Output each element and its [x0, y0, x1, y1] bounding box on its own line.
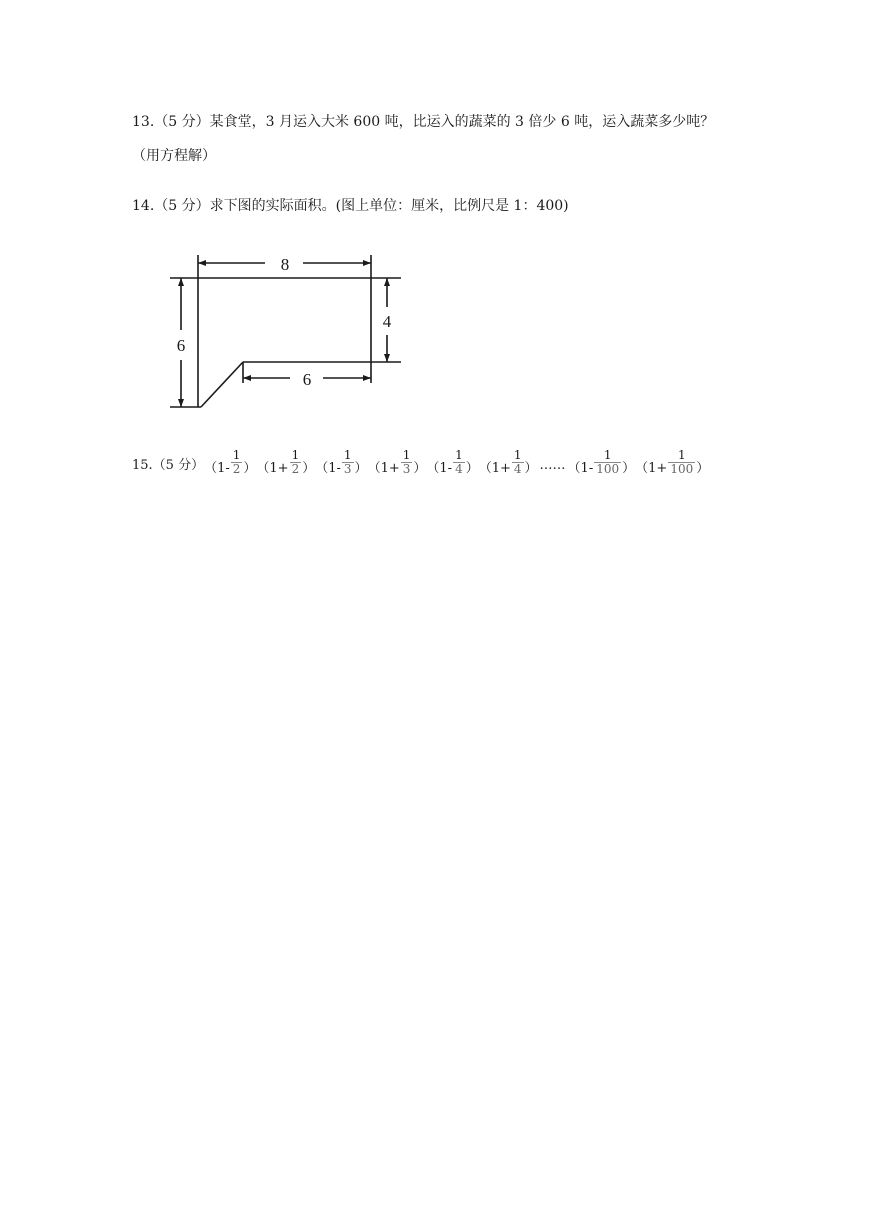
question-14-figure [165, 245, 405, 420]
fraction-denominator: 3 [402, 462, 411, 476]
fraction-denominator: 100 [596, 462, 620, 476]
fraction-denominator: 4 [513, 462, 522, 476]
fraction-numerator: 1 [343, 448, 352, 462]
term-close: ） [243, 461, 257, 476]
fraction-denominator: 100 [670, 462, 694, 476]
question-14-text: 14.（5 分）求下图的实际面积。(图上单位：厘米，比例尺是 1：400) [132, 198, 569, 214]
arrow-top-right [363, 260, 371, 266]
dim-label-left: 6 [176, 336, 186, 355]
expression-term [204, 449, 256, 476]
term-close: ） [696, 461, 710, 476]
term-close: ） [465, 461, 479, 476]
shape-slant-edge [201, 362, 243, 407]
arrow-left-top [178, 278, 184, 286]
expression-term [568, 449, 636, 476]
question-15-tail-terms [568, 449, 710, 476]
term-open: （1+ [635, 461, 668, 476]
arrow-bottom-right [363, 375, 371, 381]
term-open: （1+ [256, 461, 289, 476]
fraction-numerator: 1 [455, 448, 463, 462]
fraction-numerator: 1 [677, 448, 686, 462]
fraction-denominator: 2 [291, 462, 300, 476]
fraction-numerator: 1 [232, 448, 241, 462]
dim-label-top: 8 [280, 255, 290, 274]
question-15-ellipsis: …… [539, 458, 566, 473]
fraction-numerator: 1 [402, 448, 411, 462]
question-13-line-1: 13.（5 分）某食堂，3 月运入大米 600 吨，比运入的蔬菜的 3 倍少 6 吨，运入蔬菜多少吨？ [132, 114, 715, 130]
fraction [290, 449, 302, 476]
term-open: （1+ [367, 461, 400, 476]
dim-label-bottom: 6 [302, 370, 312, 389]
fraction-numerator: 1 [513, 448, 522, 462]
expression-term [256, 449, 315, 476]
term-close: ） [302, 461, 316, 476]
fraction [453, 449, 465, 476]
term-close: ） [354, 461, 368, 476]
arrow-right-top [384, 278, 390, 286]
fraction-numerator: 1 [291, 448, 300, 462]
question-15-terms [204, 449, 537, 476]
fraction [594, 449, 621, 476]
term-close: ） [622, 461, 636, 476]
dim-label-right: 4 [382, 312, 392, 331]
term-close: ） [524, 461, 538, 476]
term-open: （1+ [478, 461, 511, 476]
fraction [342, 449, 354, 476]
term-open: （1- [204, 461, 230, 476]
expression-term [479, 449, 538, 476]
question-15-prefix: 15.（5 分） [132, 458, 205, 473]
expression-term [635, 449, 709, 476]
fraction-denominator: 3 [343, 462, 352, 476]
arrow-top-left [198, 260, 206, 266]
arrow-bottom-left [243, 375, 251, 381]
fraction [668, 449, 695, 476]
expression-term [315, 449, 367, 476]
question-13-line-2: （用方程解） [132, 148, 216, 164]
question-15-expression [132, 440, 709, 476]
arrow-left-bottom [178, 399, 184, 407]
fraction [231, 449, 243, 476]
term-close: ） [413, 461, 427, 476]
fraction-numerator: 1 [603, 448, 612, 462]
fraction-denominator: 4 [455, 462, 463, 476]
term-open: （1- [426, 461, 453, 476]
fraction-denominator: 2 [232, 462, 241, 476]
arrow-right-bottom [384, 354, 390, 362]
term-open: （1- [315, 461, 341, 476]
term-open: （1- [567, 461, 594, 476]
fraction [401, 449, 413, 476]
fraction [512, 449, 524, 476]
expression-term [368, 449, 427, 476]
expression-term [426, 449, 478, 476]
